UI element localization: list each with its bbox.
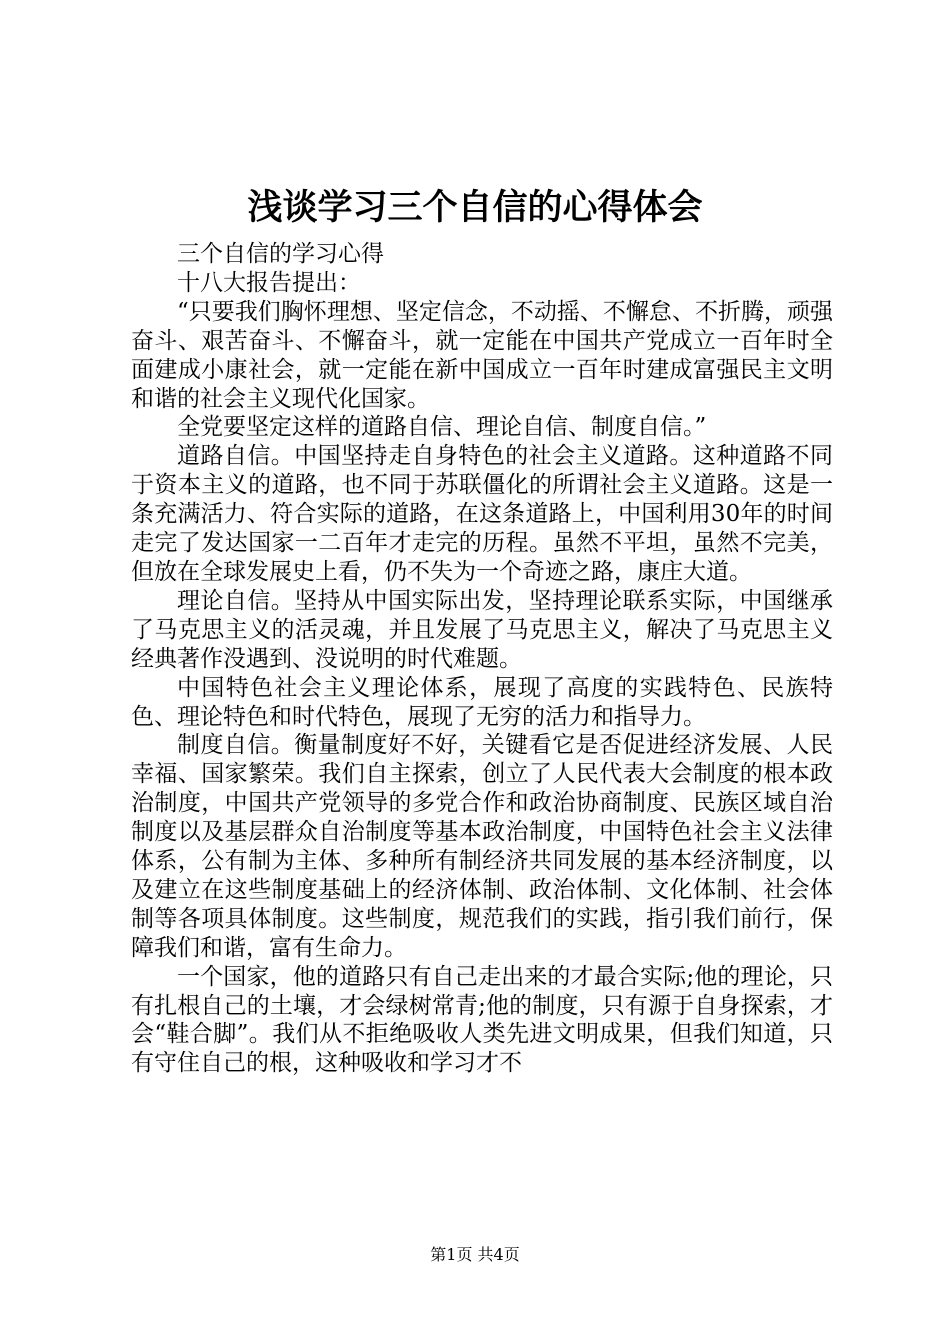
paragraph: 理论自信。坚持从中国实际出发，坚持理论联系实际，中国继承了马克思主义的活灵魂，并且发展了马克思主义，解决了马克思主义经典著作没遇到、没说明的时代难题。 xyxy=(131,587,833,672)
paragraph: “只要我们胸怀理想、坚定信念，不动摇、不懈怠、不折腾，顽强奋斗、艰苦奋斗、不懈奋斗，就一定能在中国共产党成立一百年时全面建成小康社会，就一定能在新中国成立一百年时建成富强民主文明和谐的社会主义现代化国家。 xyxy=(131,298,833,412)
document-title: 浅谈学习三个自信的心得体会 xyxy=(247,187,703,228)
paragraph: 制度自信。衡量制度好不好，关键看它是否促进经济发展、人民幸福、国家繁荣。我们自主探索，创立了人民代表大会制度的根本政治制度，中国共产党领导的多党合作和政治协商制度、民族区域自治制度以及基层群众自治制度等基本政治制度，中国特色社会主义法律体系，公有制为主体、多种所有制经济共同发展的基本经济制度，以及建立在这些制度基础上的经济体制、政治体制、文化体制、社会体制等各项具体制度。这些制度，规范我们的实践，指引我们前行，保障我们和谐，富有生命力。 xyxy=(131,732,833,961)
paragraph: 中国特色社会主义理论体系，展现了高度的实践特色、民族特色、理论特色和时代特色，展现了无穷的活力和指导力。 xyxy=(131,674,833,730)
document-body xyxy=(131,240,833,1078)
paragraph: 全党要坚定这样的道路自信、理论自信、制度自信。” xyxy=(177,414,707,441)
page-number-footer: 第1页 共4页 xyxy=(430,1245,520,1264)
paragraph: 道路自信。中国坚持走自身特色的社会主义道路。这种道路不同于资本主义的道路，也不同于苏联僵化的所谓社会主义道路。这是一条充满活力、符合实际的道路，在这条道路上，中国利用30年的时间走完了发达国家一二百年才走完的历程。虽然不平坦，虽然不完美，但放在全球发展史上看，仍不失为一个奇迹之路，康庄大道。 xyxy=(131,443,833,585)
paragraph: 十八大报告提出： xyxy=(177,269,361,296)
paragraph: 三个自信的学习心得 xyxy=(177,241,384,267)
paragraph: 一个国家，他的道路只有自己走出来的才最合实际;他的理论，只有扎根自己的土壤，才会绿树常青;他的制度，只有源于自身探索，才会“鞋合脚”。我们从不拒绝吸收人类先进文明成果，但我们知道，只有守住自己的根，这种吸收和学习才不 xyxy=(131,963,833,1077)
